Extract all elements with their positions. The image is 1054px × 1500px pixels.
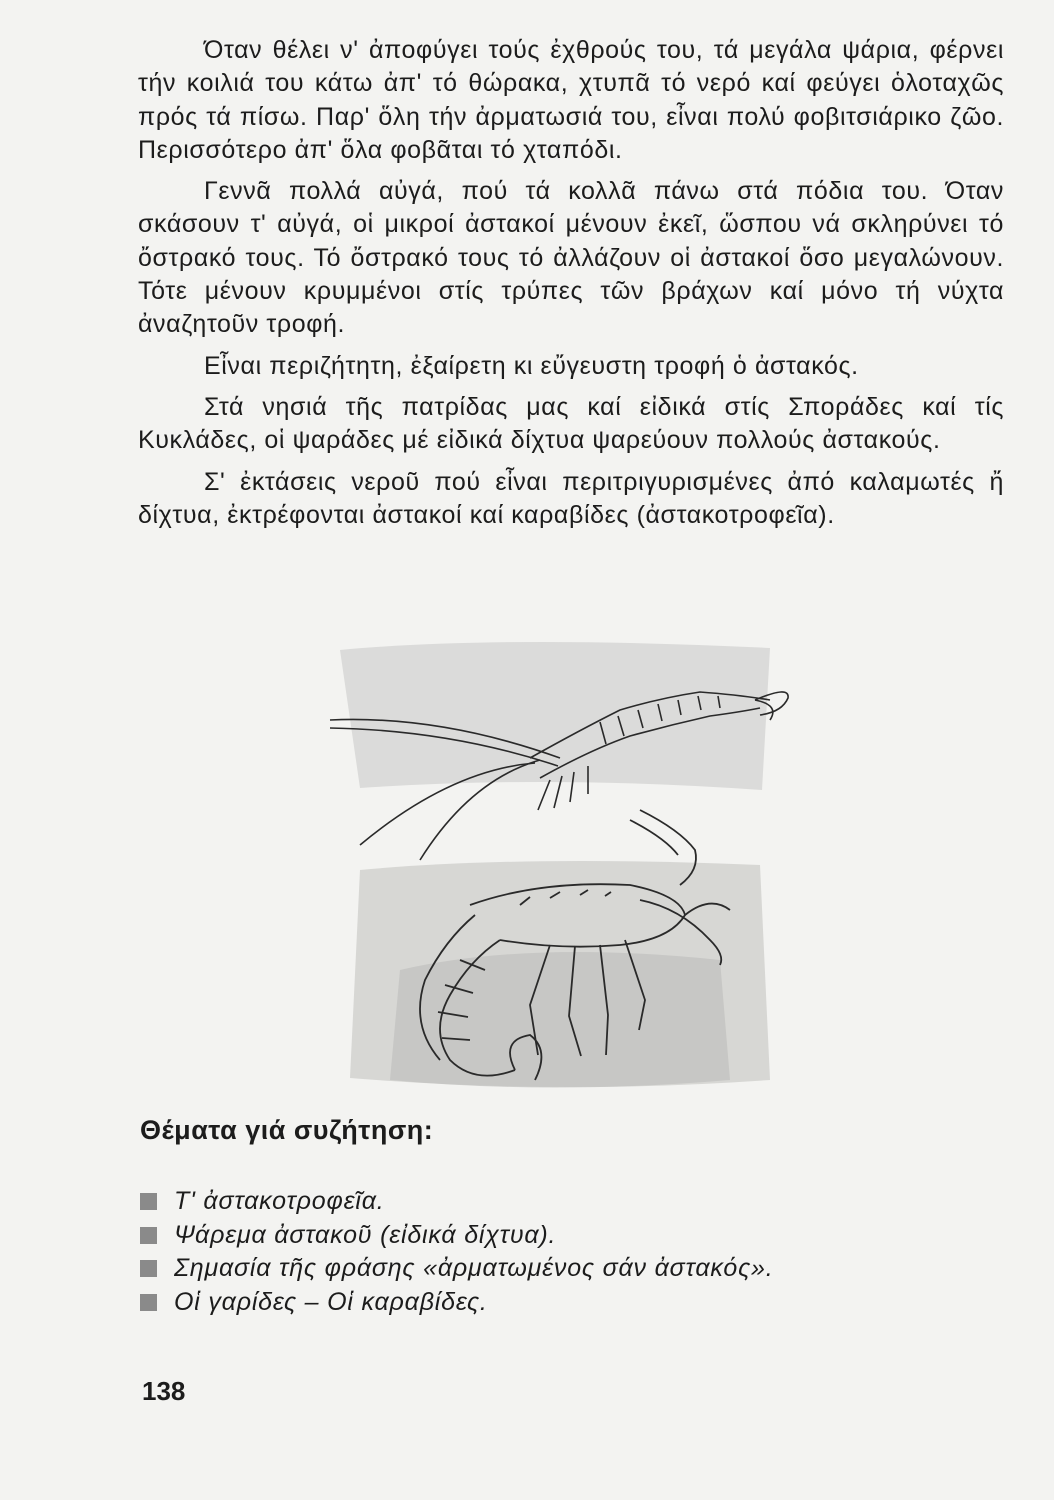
square-bullet-icon: [140, 1260, 157, 1277]
list-item: [140, 1220, 774, 1251]
topic-text: Οἱ γαρίδες – Οἱ καραβίδες.: [174, 1287, 488, 1316]
list-item: [140, 1186, 774, 1217]
square-bullet-icon: [140, 1193, 157, 1210]
page-number: 138: [142, 1376, 186, 1406]
paragraph-food: Εἶναι περιζήτητη, ἐξαίρετη κι εὔγευστη τροφή ὁ ἀστακός.: [204, 351, 859, 380]
body-text: [138, 34, 1004, 540]
topic-text: Σημασία τῆς φράσης «ἀρματωμένος σάν ἀστακός».: [174, 1254, 774, 1282]
lobster-shrimp-illustration: [300, 640, 800, 1090]
paragraph-farming: Σ' ἐκτάσεις νεροῦ πού εἶναι περιτριγυρισμένες ἀπό καλαμωτές ἤ δίχτυα, ἐκτρέφονται ἀστακοί καί καραβίδες (ἀστακοτροφεῖα).: [138, 467, 1004, 529]
square-bullet-icon: [140, 1227, 157, 1244]
topics-list: [140, 1186, 774, 1320]
paragraph-fishing: Στά νησιά τῆς πατρίδας μας καί εἰδικά στίς Σποράδες καί τίς Κυκλάδες, οἱ ψαράδες μέ εἰδικά δίχτυα ψαρεύουν πολλούς ἀστακούς.: [138, 392, 1004, 455]
wash-background: [340, 642, 770, 1088]
topics-heading: Θέματα γιά συζήτηση:: [140, 1115, 434, 1145]
paragraph-eggs: Γεννᾶ πολλά αὐγά, πού τά κολλᾶ πάνω στά πόδια του. Όταν σκάσουν τ' αὐγά, οἱ μικροί ἀστακοί μένουν ἐκεῖ, ὥσπου νά σκληρύνει τό ὄστρακό τους. Τό ὄστρακό τους τό ἀλλάζουν οἱ ἀστακοί ὅσο μεγαλώνουν. Τότε μένουν κρυμμένοι στίς τρύπες τῶν βράχων καί μόνο τή νύχτα ἀναζητοῦν τροφή.: [138, 177, 1004, 339]
topic-text: Τ' ἀστακοτροφεῖα.: [174, 1187, 385, 1215]
paragraph-escape: Όταν θέλει ν' ἀποφύγει τούς ἐχθρούς του, τά μεγάλα ψάρια, φέρνει τήν κοιλιά του κάτω ἀπ' τό θώρακα, χτυπᾶ τό νερό καί φεύγει ὁλοταχῶς πρός τά πίσω. Παρ' ὅλη τήν ἀρματωσιά του, εἶναι πολύ φοβιτσιάρικο ζῶο. Περισσότερο ἀπ' ὅλα φοβᾶται τό χταπόδι.: [138, 36, 1004, 164]
list-item: [140, 1287, 774, 1318]
square-bullet-icon: [140, 1294, 157, 1311]
topic-text: Ψάρεμα ἀστακοῦ (εἰδικά δίχτυα).: [174, 1220, 557, 1249]
list-item: [140, 1253, 774, 1284]
